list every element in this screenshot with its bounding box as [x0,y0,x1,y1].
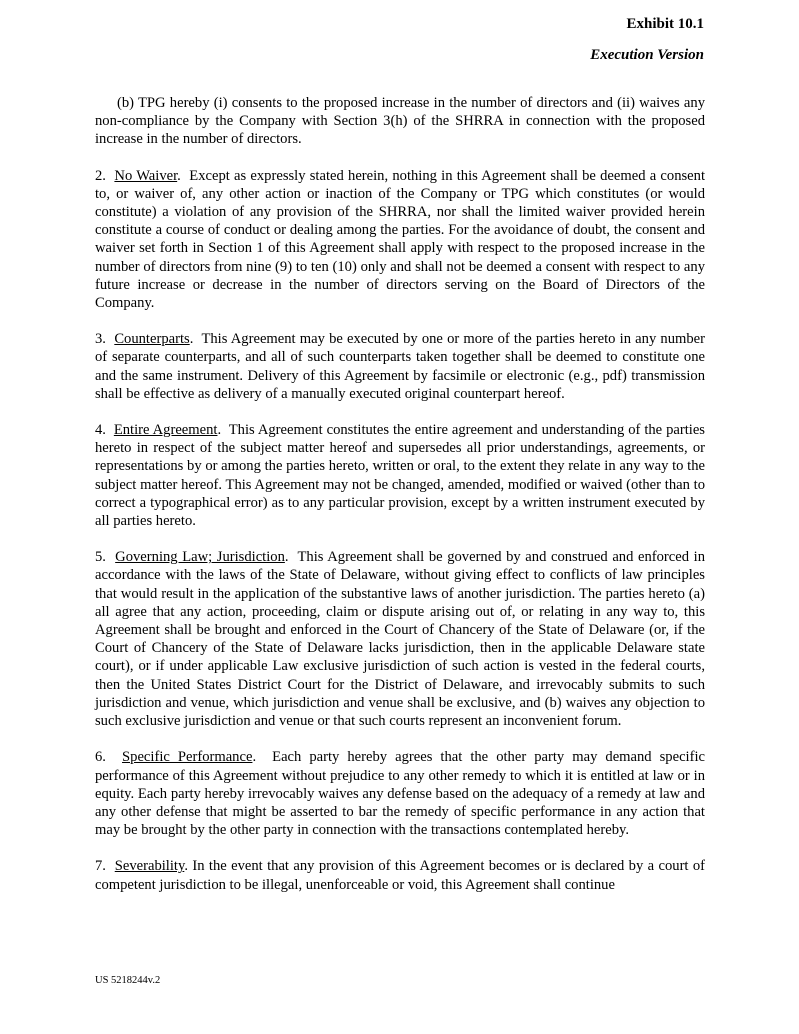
section-text: This Agreement may be executed by one or more of the parties hereto in any number of separate counterparts, and all of such counterparts taken together shall be deemed to constitute one and the same instrument. Delivery of this Agreement by facsimile or electronic (e.g., pdf) transmission shall be effective as delivery of a manually executed original counterpart hereof. [95,331,705,402]
section-heading: Severability [114,858,185,875]
section-number: 3. [95,331,106,348]
section-heading: Entire Agreement [113,422,218,439]
section-heading: Specific Performance [122,749,253,766]
document-body [95,94,705,912]
section-number: 2. [95,167,106,184]
document-id-footer: US 5218244v.2 [95,975,161,986]
section-number: 6. [95,749,106,766]
section-3: 3. Counterparts. This Agreement may be executed by one or more of the parties hereto in any number of separate counterparts, and all of such counterparts taken together shall be deemed to constitute one and the same instrument. Delivery of this Agreement by facsimile or electronic (e.g., pdf) transmission shall be effective as delivery of a manually executed original counterpart hereof. [95,331,705,402]
paragraph-b: (b) TPG hereby (i) consents to the proposed increase in the number of directors and (ii) waives any non-compliance by the Company with Section 3(h) of the SHRRA in connection with the proposed increase in the number of directors. [95,95,705,148]
section-heading: Governing Law; Jurisdiction [115,549,285,566]
section-6: 6. Specific Performance. Each party hereby agrees that the other party may demand specific performance of this Agreement without prejudice to any other remedy to which it is entitled at law or in equity. Each party hereby irrevocably waives any defense based on the adequacy of a remedy at law and any other defense that might be asserted to bar the remedy of specific performance in any action that may be brought by the other party in connection with the transactions contemplated hereby. [95,749,706,839]
section-number: 4. [95,422,106,439]
version-label: Execution Version [590,47,704,63]
exhibit-label: Exhibit 10.1 [626,16,704,32]
section-2: 2. No Waiver. Except as expressly stated herein, nothing in this Agreement shall be deemed a consent to, or waiver of, any other action or inaction of the Company or TPG which constitutes (or would constitute) a violation of any provision of the SHRRA, nor shall the limited waiver provided herein constitute a course of conduct or dealing among the parties. For the avoidance of doubt, the consent and waiver set forth in Section 1 of this Agreement shall apply with respect to the proposed increase in the number of directors from nine (9) to ten (10) only and shall not be deemed a consent with respect to any future increase or decrease in the number of directors serving on the Board of Directors of the Company. [95,167,705,312]
section-4: 4. Entire Agreement. This Agreement constitutes the entire agreement and understanding of the parties hereto in respect of the subject matter hereof and supersedes all prior understandings, agreements, or representations by or among the parties hereto, written or oral, to the extent they relate in any way to the subject matter hereof. This Agreement may not be changed, amended, modified or waived (other than to correct a typographical error) as to any particular provision, except by a written instrument executed by all parties hereto. [95,422,705,530]
section-heading: Counterparts [114,331,190,348]
section-number: 5. [95,549,106,566]
section-number: 7. [95,858,106,875]
section-heading: No Waiver [114,167,178,184]
section-text: This Agreement shall be governed by and construed and enforced in accordance with the laws of the State of Delaware, without giving effect to conflicts of law principles that would result in the application of the substantive laws of another jurisdiction. The parties hereto (a) all agree that any action, proceeding, claim or dispute arising out of, or relating in any way to, this Agreement shall be brought and enforced in the Court of Chancery of the State of Delaware (or, if the Court of Chancery of the State of Delaware lacks jurisdiction, then in the applicable Delaware state court), or if under applicable Law exclusive jurisdiction of such action is vested in the federal courts, then the United States District Court for the District of Delaware, and irrevocably submits to such jurisdiction and venue, which jurisdiction and venue shall be exclusive, and (b) waives any objection to such exclusive jurisdiction and venue or that such courts represent an inconvenient forum. [95,549,705,730]
section-text: This Agreement constitutes the entire agreement and understanding of the parties hereto in respect of the subject matter hereof and supersedes all prior understandings, agreements, or representations by or among the parties hereto, written or oral, to the extent they relate in any way to the subject matter hereof. This Agreement may not be changed, amended, modified or waived (other than to correct a typographical error) as to any particular provision, except by a written instrument executed by all parties hereto. [95,422,705,530]
section-text: Each party hereby agrees that the other party may demand specific performance of this Agreement without prejudice to any other remedy to which it is entitled at law or in equity. Each party hereby irrevocably waives any defense based on the adequacy of a remedy at law and any other defense that might be asserted to bar the remedy of specific performance in any action that may be brought by the other party in connection with the transactions contemplated hereby. [95,749,706,839]
section-text: In the event that any provision of this Agreement becomes or is declared by a court of competent jurisdiction to be illegal, unenforceable or void, this Agreement shall continue [95,858,706,893]
section-5: 5. Governing Law; Jurisdiction. This Agreement shall be governed by and construed and enforced in accordance with the laws of the State of Delaware, without giving effect to conflicts of law principles that would result in the application of the substantive laws of another jurisdiction. The parties hereto (a) all agree that any action, proceeding, claim or dispute arising out of, or relating in any way to, this Agreement shall be brought and enforced in the Court of Chancery of the State of Delaware (or, if the Court of Chancery of the State of Delaware lacks jurisdiction, then in the applicable Delaware state court), or if under applicable Law exclusive jurisdiction of such action is vested in the federal courts, then the United States District Court for the District of Delaware, and irrevocably submits to such jurisdiction and venue, which jurisdiction and venue shall be exclusive, and (b) waives any objection to such exclusive jurisdiction and venue or that such courts represent an inconvenient forum. [95,549,705,730]
section-text: Except as expressly stated herein, nothing in this Agreement shall be deemed a consent to, or waiver of, any other action or inaction of the Company or TPG which constitutes (or would constitute) a violation of any provision of the SHRRA, nor shall the limited waiver provided herein constitute a course of conduct or dealing among the parties. For the avoidance of doubt, the consent and waiver set forth in Section 1 of this Agreement shall apply with respect to the proposed increase in the number of directors from nine (9) to ten (10) only and shall not be deemed a consent with respect to any future increase or decrease in the number of directors serving on the Board of Directors of the Company. [95,167,705,312]
section-7: 7. Severability. In the event that any provision of this Agreement becomes or is declared by a court of competent jurisdiction to be illegal, unenforceable or void, this Agreement shall continue [95,858,706,893]
